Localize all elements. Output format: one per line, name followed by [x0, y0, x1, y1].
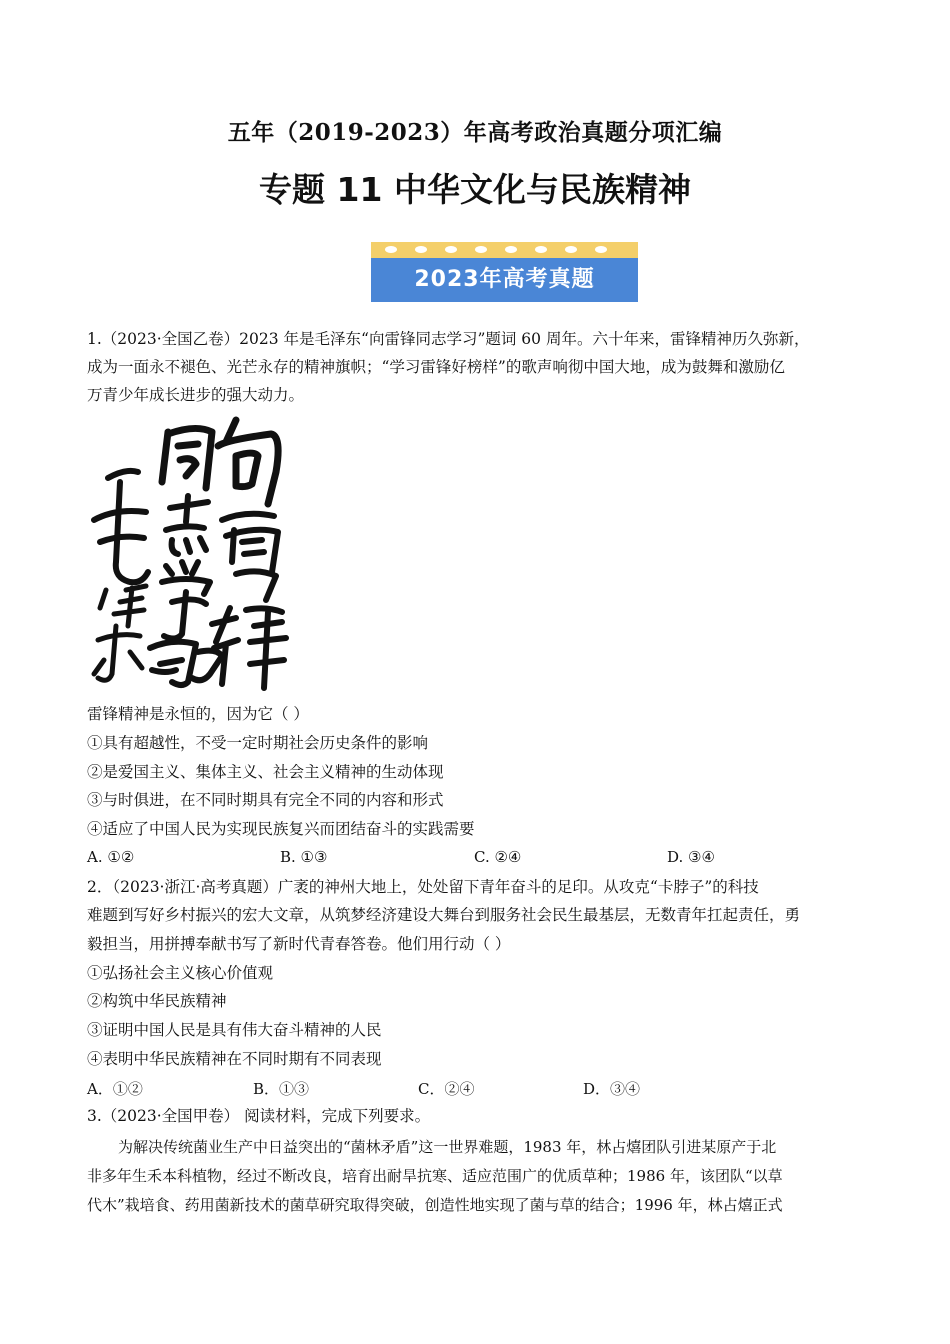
banner-dotted-strip — [371, 242, 638, 258]
q3-line: 非多年生禾本科植物，经过不断改良，培育出耐旱抗寒、适应范围广的优质草种；1986 年，该团队“以草 — [87, 1167, 783, 1185]
q1-item: ③与时俱进，在不同时期具有完全不同的内容和形式 — [87, 791, 444, 809]
q3-line: 代木”栽培食、药用菌新技术的菌草研究取得突破，创造性地实现了菌与草的结合；1996 年，林占熺正式 — [87, 1196, 783, 1214]
document-title: 专题 11 中华文化与民族精神 — [259, 170, 691, 209]
q2-option-c: C．②④ — [418, 1080, 475, 1098]
q3-line: 为解决传统菌业生产中日益突出的“菌林矛盾”这一世界难题，1983 年，林占熺团队引进某原产于北 — [118, 1138, 777, 1156]
q2-item: ③证明中国人民是具有伟大奋斗精神的人民 — [87, 1021, 382, 1039]
q1-option-d: D. ③④ — [667, 848, 715, 866]
q3-head: 3.（2023·全国甲卷） 阅读材料，完成下列要求。 — [87, 1107, 431, 1125]
q1-item: ②是爱国主义、集体主义、社会主义精神的生动体现 — [87, 763, 444, 781]
q1-option-c: C. ②④ — [474, 848, 522, 866]
q2-option-a: A．①② — [87, 1080, 143, 1098]
q2-option-b: B．①③ — [253, 1080, 310, 1098]
q1-line: 万青少年成长进步的强大动力。 — [87, 386, 305, 404]
q1-line: 1.（2023·全国乙卷）2023 年是毛泽东“向雷锋同志学习”题词 60 周年。六十年来，雷锋精神历久弥新， — [87, 330, 810, 348]
calligraphy-image — [86, 412, 298, 694]
q1-option-b: B. ①③ — [280, 848, 328, 866]
q2-item: ②构筑中华民族精神 — [87, 992, 227, 1010]
q2-line: 毅担当，用拼搏奉献书写了新时代青春答卷。他们用行动（ ） — [87, 935, 511, 953]
q2-line: 难题到写好乡村振兴的宏大文章，从筑梦经济建设大舞台到服务社会民生最基层，无数青年扛起责任，勇 — [87, 906, 801, 924]
q2-item: ④表明中华民族精神在不同时期有不同表现 — [87, 1050, 382, 1068]
q1-item: ④适应了中国人民为实现民族复兴而团结奋斗的实践需要 — [87, 820, 475, 838]
q2-option-d: D．③④ — [583, 1080, 641, 1098]
q1-line: 成为一面永不褪色、光芒永存的精神旗帜；“学习雷锋好榜样”的歌声响彻中国大地，成为鼓舞和激励亿 — [87, 358, 785, 376]
q2-item: ①弘扬社会主义核心价值观 — [87, 964, 274, 982]
q1-stem: 雷锋精神是永恒的，因为它（ ） — [87, 705, 309, 723]
section-banner — [371, 242, 638, 302]
q1-item: ①具有超越性，不受一定时期社会历史条件的影响 — [87, 734, 429, 752]
q1-option-a: A. ①② — [87, 848, 135, 866]
document-subtitle: 五年（2019-2023）年高考政治真题分项汇编 — [227, 119, 723, 146]
q2-line: 2．（2023·浙江·高考真题）广袤的神州大地上，处处留下青年奋斗的足印。从攻克“卡脖子”的科技 — [87, 878, 759, 896]
banner-label: 2023年高考真题 — [371, 258, 638, 302]
